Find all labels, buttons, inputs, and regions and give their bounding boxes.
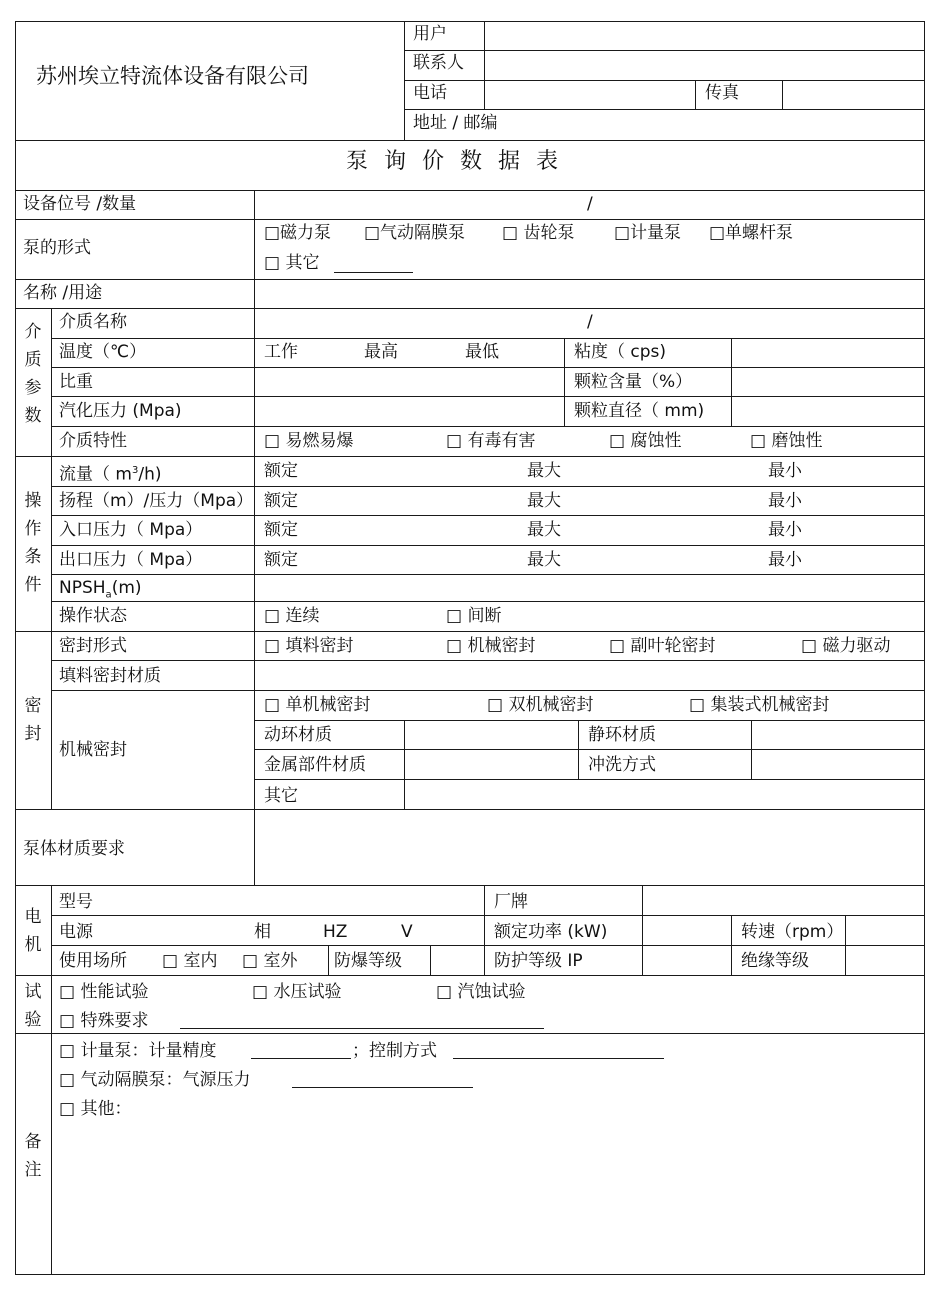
inlet-min: 最小 xyxy=(768,520,802,540)
group-col xyxy=(51,631,52,809)
border-bottom xyxy=(15,1274,925,1275)
border-left xyxy=(15,21,16,1275)
row-line xyxy=(15,631,925,632)
control-mode-underline xyxy=(453,1058,664,1059)
property-label: 介质特性 xyxy=(59,431,127,451)
rated-power-label: 额定功率 (kW) xyxy=(494,922,608,942)
site-outdoor[interactable]: □ 室外 xyxy=(242,951,298,971)
row-line xyxy=(51,945,925,946)
mech-double[interactable]: □ 双机械密封 xyxy=(487,695,594,715)
volt-label: V xyxy=(401,922,413,942)
test-group-label: 试验 xyxy=(24,982,42,1030)
metering-precision-underline xyxy=(251,1058,351,1059)
property-flammable[interactable]: □ 易燃易爆 xyxy=(264,431,354,451)
inlet-max: 最大 xyxy=(527,520,561,540)
outlet-label: 出口压力（ Mpa） xyxy=(59,550,203,570)
seal-type-packing[interactable]: □ 填料密封 xyxy=(264,636,354,656)
outlet-max: 最大 xyxy=(527,550,561,570)
air-pressure-underline xyxy=(292,1087,473,1088)
insulation-label: 绝缘等级 xyxy=(741,951,809,971)
row-line xyxy=(51,426,925,427)
protection-label: 防护等级 IP xyxy=(494,951,583,971)
motor-brand-label: 厂牌 xyxy=(494,892,528,912)
outlet-rated: 额定 xyxy=(264,550,298,570)
head-min: 最小 xyxy=(768,491,802,511)
medium-col xyxy=(564,338,565,426)
border-right xyxy=(924,21,925,1275)
static-ring-label: 静环材质 xyxy=(588,725,656,745)
name-label: 名称 /用途 xyxy=(23,283,103,303)
phone-label: 电话 xyxy=(413,83,447,103)
row-line xyxy=(15,1033,925,1034)
row-line xyxy=(15,456,925,457)
row-line xyxy=(15,975,925,976)
row-line xyxy=(15,190,925,191)
remark-metering-a[interactable]: □ 计量泵：计量精度 xyxy=(59,1041,217,1061)
power-supply-label: 电源 xyxy=(59,922,93,942)
special-underline xyxy=(180,1028,544,1029)
header-bottom xyxy=(15,140,925,141)
seal-type-mechanical[interactable]: □ 机械密封 xyxy=(446,636,536,656)
state-continuous[interactable]: □ 连续 xyxy=(264,606,320,626)
motor-group-label: 电机 xyxy=(24,907,42,955)
motor-col xyxy=(484,885,485,975)
header-divider xyxy=(404,50,925,51)
label-col xyxy=(254,190,255,885)
header-col xyxy=(695,80,696,110)
seal-col xyxy=(404,720,405,809)
header-col xyxy=(404,21,405,141)
page-title: 泵询价数据表 xyxy=(346,149,575,174)
fax-label: 传真 xyxy=(705,83,739,103)
particle-size-label: 颗粒直径（ mm) xyxy=(574,401,705,421)
contact-label: 联系人 xyxy=(413,53,464,73)
test-performance[interactable]: □ 性能试验 xyxy=(59,982,149,1002)
remark-diaphragm[interactable]: □ 气动隔膜泵：气源压力 xyxy=(59,1070,251,1090)
phase-label: 相 xyxy=(254,922,271,942)
outlet-min: 最小 xyxy=(768,550,802,570)
motor-col xyxy=(642,885,643,975)
row-line xyxy=(254,749,925,750)
metal-parts-label: 金属部件材质 xyxy=(264,755,366,775)
viscosity-label: 粘度（ cps) xyxy=(574,342,667,362)
pump-type-label: 泵的形式 xyxy=(23,238,91,258)
temp-label: 温度（℃） xyxy=(59,342,147,362)
other-underline xyxy=(334,272,413,273)
row-line xyxy=(254,779,925,780)
speed-label: 转速（rpm） xyxy=(741,922,844,942)
equip-slash: / xyxy=(587,194,593,214)
group-col xyxy=(51,885,52,975)
header-divider xyxy=(404,80,925,81)
explosion-label: 防爆等级 xyxy=(334,951,402,971)
mech-cartridge[interactable]: □ 集装式机械密封 xyxy=(689,695,830,715)
group-col xyxy=(51,308,52,456)
medium-slash: / xyxy=(587,312,593,332)
header-col xyxy=(782,80,783,110)
row-line xyxy=(15,809,925,810)
seal-group-label: 密封 xyxy=(24,696,42,744)
body-material-label: 泵体材质要求 xyxy=(23,839,125,859)
flow-min: 最小 xyxy=(768,461,802,481)
row-line xyxy=(51,660,925,661)
remark-metering-b: ；控制方式 xyxy=(352,1041,437,1061)
row-line xyxy=(51,915,925,916)
property-abrasive[interactable]: □ 磨蚀性 xyxy=(750,431,823,451)
group-col xyxy=(51,1033,52,1274)
mech-seal-label: 机械密封 xyxy=(59,740,127,760)
test-hydro[interactable]: □ 水压试验 xyxy=(252,982,342,1002)
state-label: 操作状态 xyxy=(59,606,127,626)
row-line xyxy=(15,308,925,309)
temp-work: 工作 xyxy=(264,342,298,362)
address-label: 地址 / 邮编 xyxy=(413,113,498,133)
operation-group-label: 操作条件 xyxy=(24,491,42,595)
header-divider xyxy=(404,109,925,110)
row-line xyxy=(51,690,925,691)
hz-label: HZ xyxy=(323,922,348,942)
equip-label: 设备位号 /数量 xyxy=(23,194,137,214)
pump-type-screw[interactable]: □单螺杆泵 xyxy=(709,223,794,243)
motor-col xyxy=(731,915,732,975)
seal-other-label: 其它 xyxy=(264,786,298,806)
pump-type-other[interactable]: □ 其它 xyxy=(264,253,320,273)
property-toxic[interactable]: □ 有毒有害 xyxy=(446,431,536,451)
row-line xyxy=(51,574,925,575)
row-line xyxy=(51,367,925,368)
medium-group-label: 介质参数 xyxy=(24,322,42,426)
flow-rated: 额定 xyxy=(264,461,298,481)
row-line xyxy=(15,219,925,220)
head-max: 最大 xyxy=(527,491,561,511)
row-line xyxy=(15,885,925,886)
seal-type-magnetic[interactable]: □ 磁力驱动 xyxy=(801,636,891,656)
test-special[interactable]: □ 特殊要求 xyxy=(59,1011,149,1031)
site-label: 使用场所 xyxy=(59,951,127,971)
motor-col xyxy=(328,945,329,975)
motor-col xyxy=(430,945,431,975)
site-indoor[interactable]: □ 室内 xyxy=(162,951,218,971)
company-name: 苏州埃立特流体设备有限公司 xyxy=(36,64,309,88)
row-line xyxy=(254,720,925,721)
pump-type-metering[interactable]: □计量泵 xyxy=(614,223,682,243)
group-col xyxy=(51,456,52,631)
flow-max: 最大 xyxy=(527,461,561,481)
user-label: 用户 xyxy=(413,24,447,44)
medium-name-label: 介质名称 xyxy=(59,312,127,332)
motor-model-label: 型号 xyxy=(59,892,93,912)
mech-single[interactable]: □ 单机械密封 xyxy=(264,695,371,715)
property-corrosive[interactable]: □ 腐蚀性 xyxy=(609,431,682,451)
head-label: 扬程（m）/压力（Mpa） xyxy=(59,491,254,511)
seal-type-label: 密封形式 xyxy=(59,636,127,656)
pump-type-magnetic[interactable]: □磁力泵 xyxy=(264,223,332,243)
temp-max: 最高 xyxy=(364,342,398,362)
row-line xyxy=(51,396,925,397)
row-line xyxy=(51,601,925,602)
remarks-group-label: 备注 xyxy=(24,1132,42,1180)
row-line xyxy=(51,486,925,487)
medium-col xyxy=(731,338,732,426)
row-line xyxy=(51,545,925,546)
row-line xyxy=(15,279,925,280)
head-rated: 额定 xyxy=(264,491,298,511)
pump-type-gear[interactable]: □ 齿轮泵 xyxy=(502,223,575,243)
group-col xyxy=(51,975,52,1033)
border-top xyxy=(15,21,925,22)
inlet-label: 入口压力（ Mpa） xyxy=(59,520,203,540)
header-col xyxy=(484,21,485,110)
gravity-label: 比重 xyxy=(59,372,93,392)
row-line xyxy=(51,338,925,339)
pump-type-diaphragm[interactable]: □气动隔膜泵 xyxy=(364,223,466,243)
temp-min: 最低 xyxy=(465,342,499,362)
remark-other[interactable]: □ 其他： xyxy=(59,1099,132,1119)
row-line xyxy=(51,515,925,516)
inlet-rated: 额定 xyxy=(264,520,298,540)
particle-content-label: 颗粒含量（%） xyxy=(574,372,693,392)
moving-ring-label: 动环材质 xyxy=(264,725,332,745)
vapor-label: 汽化压力 (Mpa) xyxy=(59,401,182,421)
motor-col xyxy=(845,915,846,975)
flush-label: 冲洗方式 xyxy=(588,755,656,775)
seal-type-impeller[interactable]: □ 副叶轮密封 xyxy=(609,636,716,656)
flow-label: 流量（ $m^3/h$) xyxy=(59,464,162,485)
npsh-label: $NPSH_a(m)$ xyxy=(59,578,142,601)
state-intermittent[interactable]: □ 间断 xyxy=(446,606,502,626)
test-cavitation[interactable]: □ 汽蚀试验 xyxy=(436,982,526,1002)
seal-col xyxy=(751,720,752,779)
seal-col xyxy=(578,720,579,779)
packing-material-label: 填料密封材质 xyxy=(59,666,161,686)
